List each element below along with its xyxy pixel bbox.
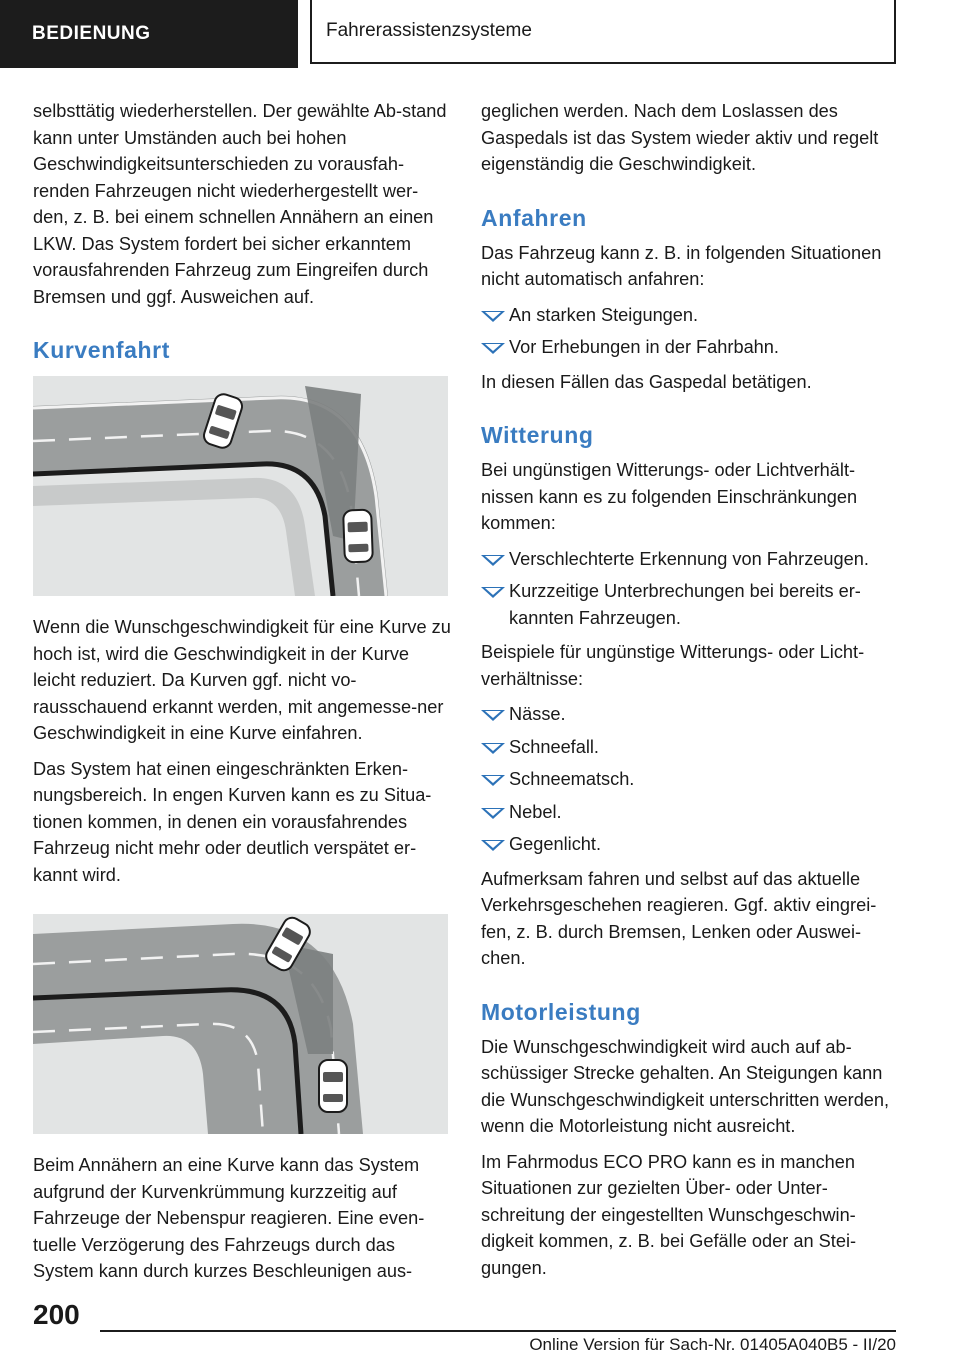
footer-divider <box>100 1330 896 1332</box>
paragraph: Beim Annähern an eine Kurve kann das System aufgrund der Kurvenkrümmung kurzzeitig auf Fahrzeuge der Nebenspur reagieren. Eine even-tuelle Verzögerung des Fahrzeugs durch das System kann durch kurzes Beschleunigen aus- <box>33 1155 425 1281</box>
bullet-list <box>481 546 899 632</box>
list-item: Kurzzeitige Unterbrechungen bei bereits er-kannten Fahrzeugen. <box>481 578 899 631</box>
triangle-down-outline-icon <box>481 710 505 721</box>
triangle-down-outline-icon <box>481 775 505 786</box>
heading-anfahren: Anfahren <box>481 204 587 231</box>
heading-witterung: Witterung <box>481 422 594 448</box>
page-number: 200 <box>33 1299 80 1330</box>
heading-kurvenfahrt: Kurvenfahrt <box>33 337 170 363</box>
paragraph: Das Fahrzeug kann z. B. in folgenden Situationen nicht automatisch anfahren: <box>481 242 882 289</box>
list-item: Verschlechterte Erkennung von Fahrzeugen. <box>481 546 899 573</box>
triangle-down-outline-icon <box>481 587 505 598</box>
list-item: An starken Steigungen. <box>481 302 899 329</box>
left-column <box>33 98 451 1294</box>
paragraph: In diesen Fällen das Gaspedal betätigen. <box>481 371 812 392</box>
triangle-down-outline-icon <box>481 311 505 322</box>
list-item: Schneefall. <box>481 734 899 761</box>
paragraph: Im Fahrmodus ECO PRO kann es in manchen Situationen zur gezielten Über- oder Unter-schreitung der eingestellten Wunschgeschwin-digkeit kommen, z. B. bei Gefälle oder an Stei-gungen. <box>481 1151 857 1278</box>
list-item: Vor Erhebungen in der Fahrbahn. <box>481 334 899 361</box>
triangle-down-outline-icon <box>481 343 505 354</box>
page-header <box>0 0 960 68</box>
paragraph: Das System hat einen eingeschränkten Erken-nungsbereich. In engen Kurven kann es zu Situa-tionen kommen, in denen ein vorausfahrendes Fahrzeug nicht mehr oder deutlich verspätet er-kannt wird. <box>33 758 432 885</box>
curve-illustration-2 <box>33 914 448 1134</box>
section-title: BEDIENUNG <box>0 0 298 68</box>
paragraph: geglichen werden. Nach dem Loslassen des Gaspedals ist das System wieder aktiv und regelt eigenständig die Geschwindigkeit. <box>481 101 879 174</box>
triangle-down-outline-icon <box>481 743 505 754</box>
list-item: Nebel. <box>481 799 899 826</box>
curve-illustration-1 <box>33 376 448 596</box>
paragraph: Beispiele für ungünstige Witterungs- oder Licht-verhältnisse: <box>481 642 865 689</box>
paragraph: Die Wunschgeschwindigkeit wird auch auf ab-schüssiger Strecke gehalten. An Steigungen kann die Wunschgeschwindigkeit unterschritten werden, wenn die Motorleistung nicht ausreicht. <box>481 1036 890 1136</box>
triangle-down-outline-icon <box>481 840 505 851</box>
footer-version: Online Version für Sach-Nr. 01405A040B5 - II/20 <box>529 1335 896 1354</box>
paragraph: Aufmerksam fahren und selbst auf das aktuelle Verkehrsgeschehen reagieren. Ggf. aktiv eingrei-fen, z. B. durch Bremsen, Lenken oder Auswei-chen. <box>481 868 877 968</box>
bullet-list <box>481 701 899 858</box>
triangle-down-outline-icon <box>481 555 505 566</box>
bullet-list <box>481 302 899 361</box>
list-item: Schneematsch. <box>481 766 899 793</box>
list-item: Gegenlicht. <box>481 831 899 858</box>
paragraph: selbsttätig wiederherstellen. Der gewählte Ab-stand kann unter Umständen auch bei hohen Geschwindigkeitsunterschieden zu vorausfah-renden Fahrzeugen nicht wiederhergestellt wer-den, z. B. bei einem schnellen Annähern an einen LKW. Das System fordert bei sicher erkanntem vorausfahrenden Fahrzeug zum Eingreifen durch Bremsen und ggf. Ausweichen auf. <box>33 101 447 307</box>
paragraph: Bei ungünstigen Witterungs- oder Lichtverhält-nissen kann es zu folgenden Einschränkungen kommen: <box>481 460 858 533</box>
list-item: Nässe. <box>481 701 899 728</box>
triangle-down-outline-icon <box>481 808 505 819</box>
chapter-title: Fahrerassistenzsysteme <box>310 0 896 64</box>
right-column <box>481 98 899 1290</box>
paragraph: Wenn die Wunschgeschwindigkeit für eine Kurve zu hoch ist, wird die Geschwindigkeit in der Kurve leicht reduziert. Da Kurven ggf. nicht vo-rausschauend erkannt werden, mit angemesse-ner Geschwindigkeit in eine Kurve einfahren. <box>33 617 451 743</box>
heading-motorleistung: Motorleistung <box>481 998 641 1025</box>
